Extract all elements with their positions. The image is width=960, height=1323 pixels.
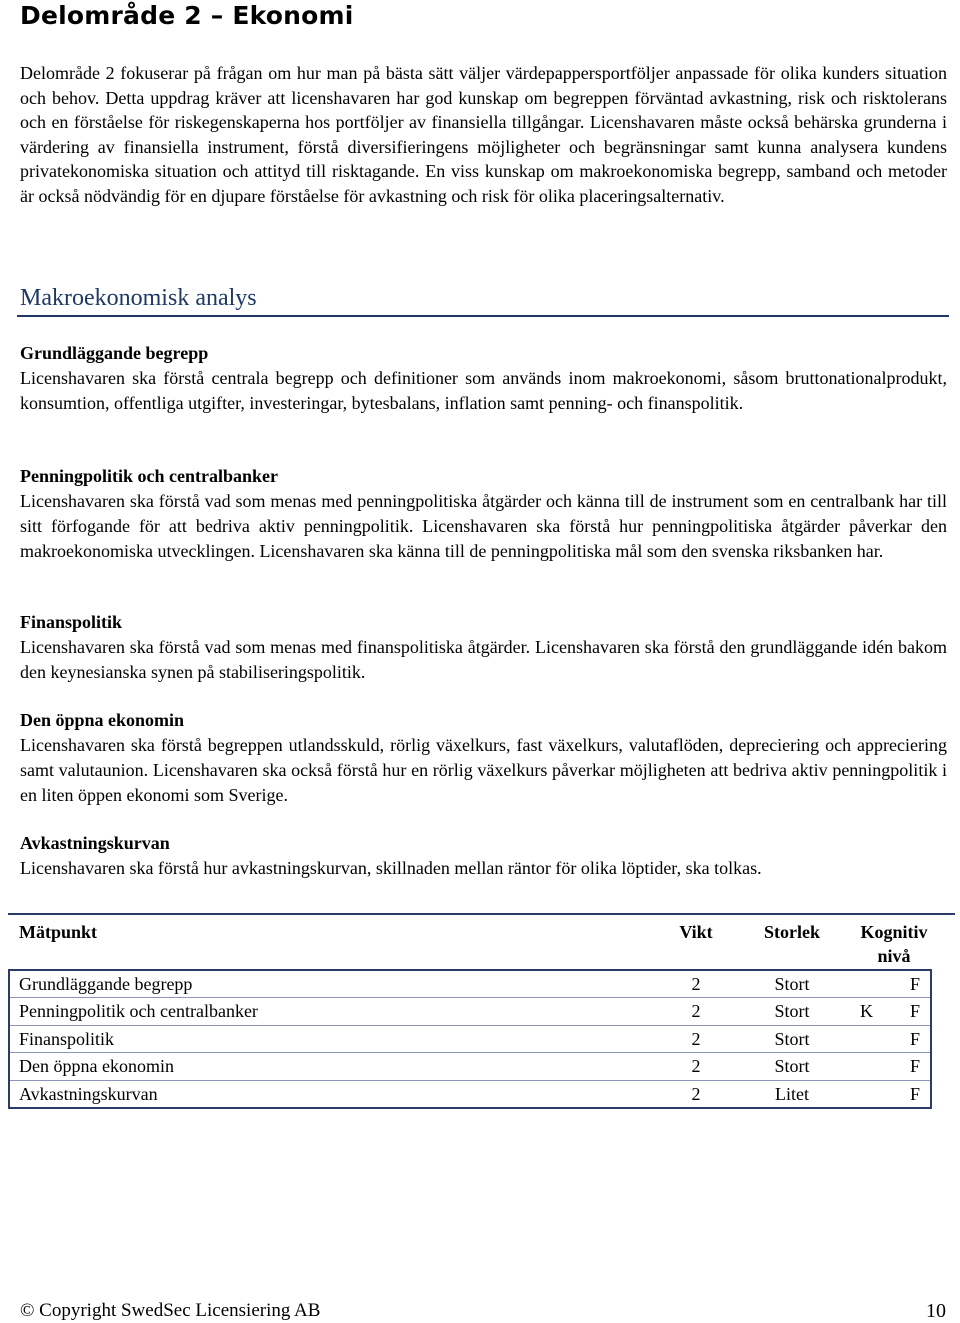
measurement-table <box>8 917 932 1109</box>
table-row <box>10 998 930 1025</box>
table-body <box>8 969 932 1109</box>
table-row <box>10 1081 930 1107</box>
topic-penningpolitik <box>20 464 947 563</box>
cell-vikt: 2 <box>691 1001 701 1022</box>
table-header-row <box>8 917 932 969</box>
intro-paragraph: Delområde 2 fokuserar på frågan om hur man på bästa sätt väljer värdepappersportföljer anpassade för olika kunders situation och behov. Detta uppdrag kräver att licenshavaren har god kunskap om begreppen förväntad avkastning, risk och risktolerans och en förståelse för riskegenskaperna hos portföljer av finansiella tillgångar. Licenshavaren måste också behärska grunderna i värdering av finansiella instrument, förstå diversifieringens möjligheter och begränsningar samt kunna analysera kundens privatekonomiska situation och attityd till risktagande. En viss kunskap om makroekonomiska begrepp, samband och metoder är också nödvändig för en djupare förståelse för avkastning och risk för olika placeringsalternativ. <box>20 63 947 206</box>
header-kognitiv-line2: nivå <box>877 946 911 966</box>
page-title: Delområde 2 – Ekonomi <box>20 1 354 30</box>
header-kognitiv-niva <box>854 920 934 968</box>
cell-vikt: 2 <box>691 974 701 994</box>
topic-text: Licenshavaren ska förstå centrala begrepp och definitioner som används inom makroekonomi, såsom bruttonationalprodukt, konsumtion, offentliga utgifter, investeringar, bytesbalans, inflation samt penning- och finanspolitik. <box>20 368 947 413</box>
cell-niva: F <box>909 1028 920 1049</box>
table-row <box>10 971 930 998</box>
header-vikt: Vikt <box>679 922 713 942</box>
topic-oppna-ekonomin <box>20 708 947 807</box>
topic-grundlaggande-begrepp <box>20 341 947 416</box>
table-top-border <box>8 913 955 915</box>
footer-copyright: © Copyright SwedSec Licensiering AB <box>20 1300 321 1321</box>
cell-niva: F <box>909 974 920 994</box>
table-row <box>10 1053 930 1080</box>
topic-heading: Finanspolitik <box>20 612 123 632</box>
topic-heading: Den öppna ekonomin <box>20 710 185 730</box>
cell-storlek: Stort <box>774 974 810 994</box>
cell-vikt: 2 <box>691 1083 701 1104</box>
topic-text: Licenshavaren ska förstå vad som menas med finanspolitiska åtgärder. Licenshavaren ska förstå den grundläggande idén bakom den keynesianska synen på stabiliseringspolitik. <box>20 637 947 682</box>
cell-matpunkt: Finanspolitik <box>19 1028 115 1049</box>
cell-vikt: 2 <box>691 1056 701 1077</box>
header-kognitiv-line1: Kognitiv <box>860 922 928 942</box>
page-number: 10 <box>926 1300 946 1322</box>
cell-vikt: 2 <box>691 1028 701 1049</box>
topic-heading: Penningpolitik och centralbanker <box>20 466 279 486</box>
cell-niva: F <box>909 1083 920 1104</box>
topic-avkastningskurvan <box>20 831 947 881</box>
table-row <box>10 1026 930 1053</box>
cell-storlek: Stort <box>774 1001 810 1022</box>
cell-matpunkt: Penningpolitik och centralbanker <box>19 1001 258 1022</box>
topic-text: Licenshavaren ska förstå begreppen utlandsskuld, rörlig växelkurs, fast växelkurs, valutaflöden, depreciering och appreciering samt valutaunion. Licenshavaren ska också förstå hur en rörlig växelkurs påverkar möjligheten att bedriva aktiv penningpolitik i en liten öppen ekonomi som Sverige. <box>20 735 947 805</box>
cell-matpunkt: Avkastningskurvan <box>19 1083 158 1104</box>
section-title: Makroekonomisk analys <box>20 285 257 311</box>
header-storlek: Storlek <box>764 922 820 942</box>
cell-niva: F <box>909 1056 920 1077</box>
cell-matpunkt: Den öppna ekonomin <box>19 1056 174 1077</box>
topic-finanspolitik <box>20 610 947 685</box>
topic-heading: Grundläggande begrepp <box>20 343 209 363</box>
topic-heading: Avkastningskurvan <box>20 833 170 853</box>
topic-text: Licenshavaren ska förstå vad som menas med penningpolitiska åtgärder och känna till de instrument som en centralbank har till sitt förfogande för att bedriva aktiv penningpolitik. Licenshavaren ska förstå hur penningpolitiska åtgärder påverkar den makroekonomiska utvecklingen. Licenshavaren ska känna till de penningpolitiska mål som den svenska riksbanken har. <box>20 491 947 561</box>
cell-storlek: Stort <box>774 1028 810 1049</box>
section-divider <box>17 315 949 317</box>
header-matpunkt: Mätpunkt <box>19 922 98 942</box>
cell-matpunkt: Grundläggande begrepp <box>19 974 193 994</box>
topic-text: Licenshavaren ska förstå hur avkastningskurvan, skillnaden mellan räntor för olika löptider, ska tolkas. <box>20 858 762 878</box>
cell-extra: K <box>860 1001 873 1022</box>
cell-storlek: Litet <box>775 1083 809 1104</box>
cell-storlek: Stort <box>774 1056 810 1077</box>
cell-niva: F <box>909 1001 920 1022</box>
